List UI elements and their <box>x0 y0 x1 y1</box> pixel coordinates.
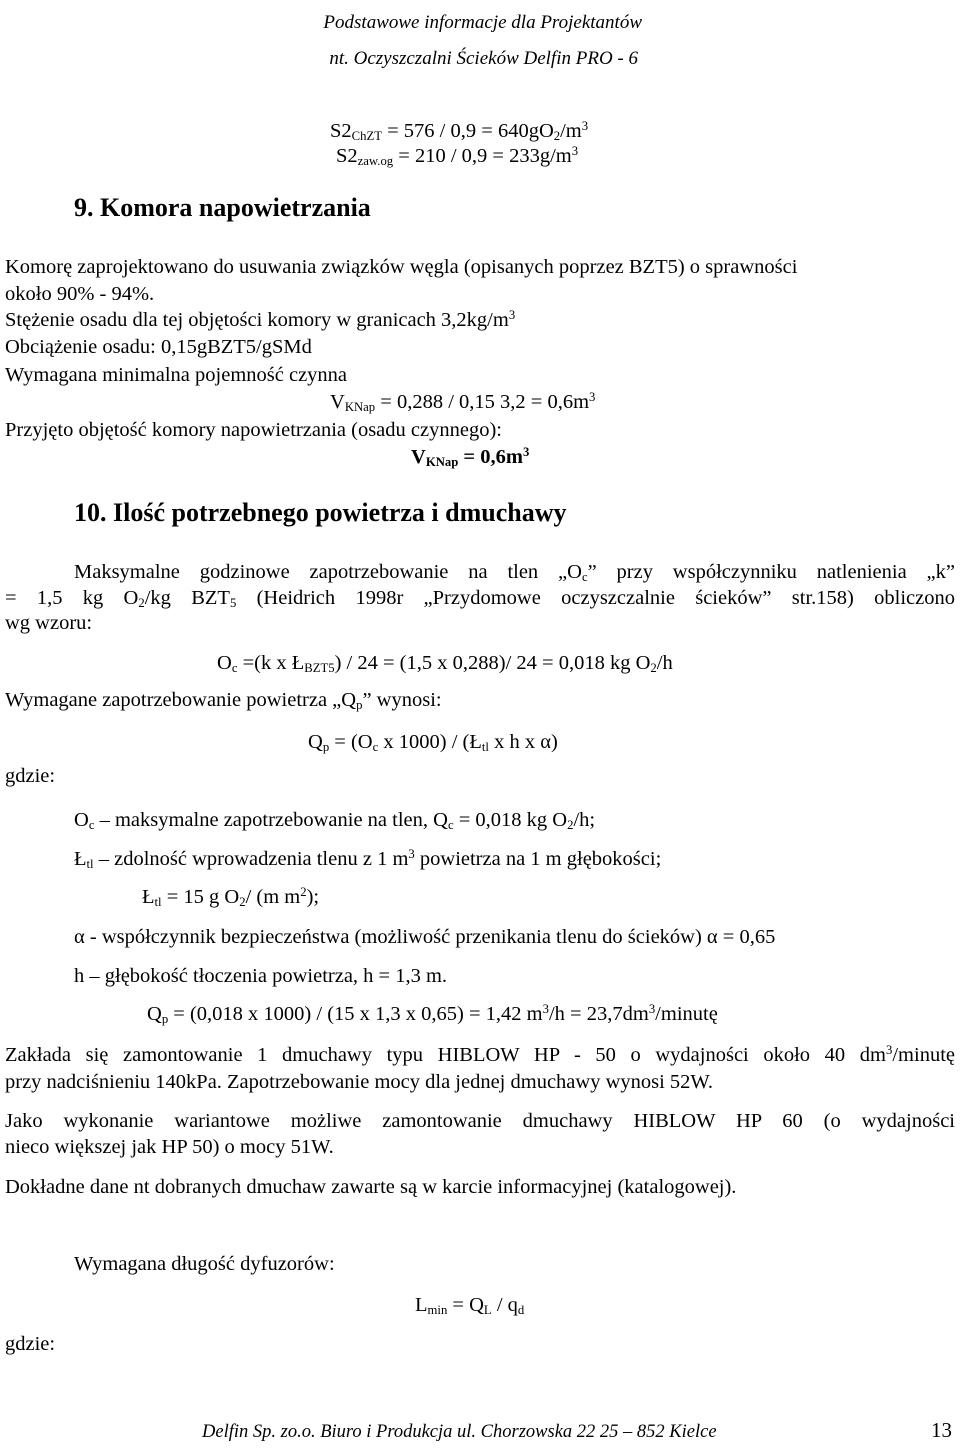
equation-qp: $Q_p = (O_c$ x $1000) / (Ł_{tl}$ x h x α) <box>308 731 558 755</box>
section-9-heading: 9. Komora napowietrzania <box>74 193 371 222</box>
running-header-title: Podstawowe informacje dla Projektantów <box>323 12 642 33</box>
catalog-note: Dokładne dane nt dobranych dmuchaw zawarte są w karcie informacyjnej (katalogowej). <box>5 1176 737 1198</box>
air-demand-line: Wymagane zapotrzebowanie powietrza $„Q_p$” wynosi: <box>5 689 442 713</box>
section-9-paragraph-1b: około 90% - 94%. <box>5 283 155 305</box>
where-label-2: gdzie: <box>5 1333 56 1355</box>
definition-h: h – głębokość tłoczenia powietrza, h = 1,3 m. <box>74 965 448 987</box>
where-label-1: gdzie: <box>5 765 56 787</box>
definition-alpha: α - współczynnik bezpieczeństwa (możliwość przenikania tlenu do ścieków) α = 0,65 <box>74 926 776 948</box>
oxygen-demand-line-2: = 1,5 kg $O_2/kg$ $BZT_5$ (Heidrich 1998r „Przydomowe oczyszczalnie ścieków” str.158) obliczono <box>5 587 955 611</box>
equation-s2-chzt: $S2_{ChZT} = 576 / 0,9 = 640gO_2/m^3$ <box>330 119 589 144</box>
variant-paragraph-line-2: nieco większej jak HP 50) o mocy 51W. <box>5 1136 334 1158</box>
footer-company: Delfin Sp. zo.o. Biuro i Produkcja ul. Chorzowska 22 25 – 852 Kielce <box>202 1422 717 1442</box>
page-number: 13 <box>931 1418 952 1442</box>
equation-vknap-1: $V_{KNap} = 0,288 / 0,15$ $3,2 = 0,6m^3$ <box>330 390 596 415</box>
equation-qp-calculation: $Q_p = (0,018$ x 1000) / (15 x 1,3 x 0,65) = 1,42 $m^3/h$ = $23,7dm^3$/minutę <box>147 1002 718 1027</box>
oxygen-demand-line-1: Maksymalne godzinowe zapotrzebowanie na tlen $„O_c$” przy współczynniku natlenienia „k” <box>74 561 955 585</box>
diffuser-length-label: Wymagana długość dyfuzorów: <box>74 1253 335 1275</box>
equation-s2-zaw: $S2_{zaw.og} = 210 / 0,9 = 233g/m^3$ <box>336 144 579 169</box>
min-volume-line: Wymagana minimalna pojemność czynna <box>5 364 348 386</box>
variant-paragraph-line-1: Jako wykonanie wariantowe możliwe zamontowanie dmuchawy HIBLOW HP 60 (o wydajności <box>5 1110 955 1132</box>
value-ltl: $Ł_{tl} = 15$ g $O_2/$ (m $m^2$); <box>142 885 320 910</box>
adopted-volume-line: Przyjęto objętość komory napowietrzania (osadu czynnego): <box>5 419 502 441</box>
running-header-subtitle: nt. Oczyszczalni Ścieków Delfin PRO - 6 <box>329 48 638 69</box>
blower-paragraph-line-2: przy nadciśnieniu 140kPa. Zapotrzebowanie mocy dla jednej dmuchawy wynosi 52W. <box>5 1071 714 1093</box>
section-9-paragraph-1a: Komorę zaprojektowano do usuwania związków węgla (opisanych poprzez BZT5) o sprawności <box>5 256 798 278</box>
sludge-load-line: Obciążenie osadu: 0,15gBZT5/gSMd <box>5 336 312 358</box>
blower-paragraph-line-1: Zakłada się zamontowanie 1 dmuchawy typu HIBLOW HP - 50 o wydajności około 40 $dm^3$/minutę <box>5 1043 955 1066</box>
oxygen-demand-line-3: wg wzoru: <box>5 612 93 634</box>
equation-lmin: $L_{min} = Q_L / q_d$ <box>415 1294 525 1318</box>
definition-oc: $O_c$ – maksymalne zapotrzebowanie na tlen, $Q_c = 0,018$ kg $O_2/h$; <box>74 809 596 833</box>
equation-oc: $O_c =(k$ x $Ł_{BZT5}) / 24 = (1,5$ x 0,288)/ 24 = 0,018 kg $O_2/h$ <box>217 652 673 676</box>
section-10-heading: 10. Ilość potrzebnego powietrza i dmuchawy <box>74 498 567 527</box>
definition-ltl: $Ł_{tl}$ – zdolność wprowadzenia tlenu z 1 $m^3$ powietrza na 1 m głębokości; <box>74 847 662 872</box>
equation-vknap-2: $V_{KNap} = 0,6m^3$ <box>411 445 530 470</box>
sludge-concentration-line: Stężenie osadu dla tej objętości komory w granicach $3,2kg/m^3$ <box>5 308 516 331</box>
